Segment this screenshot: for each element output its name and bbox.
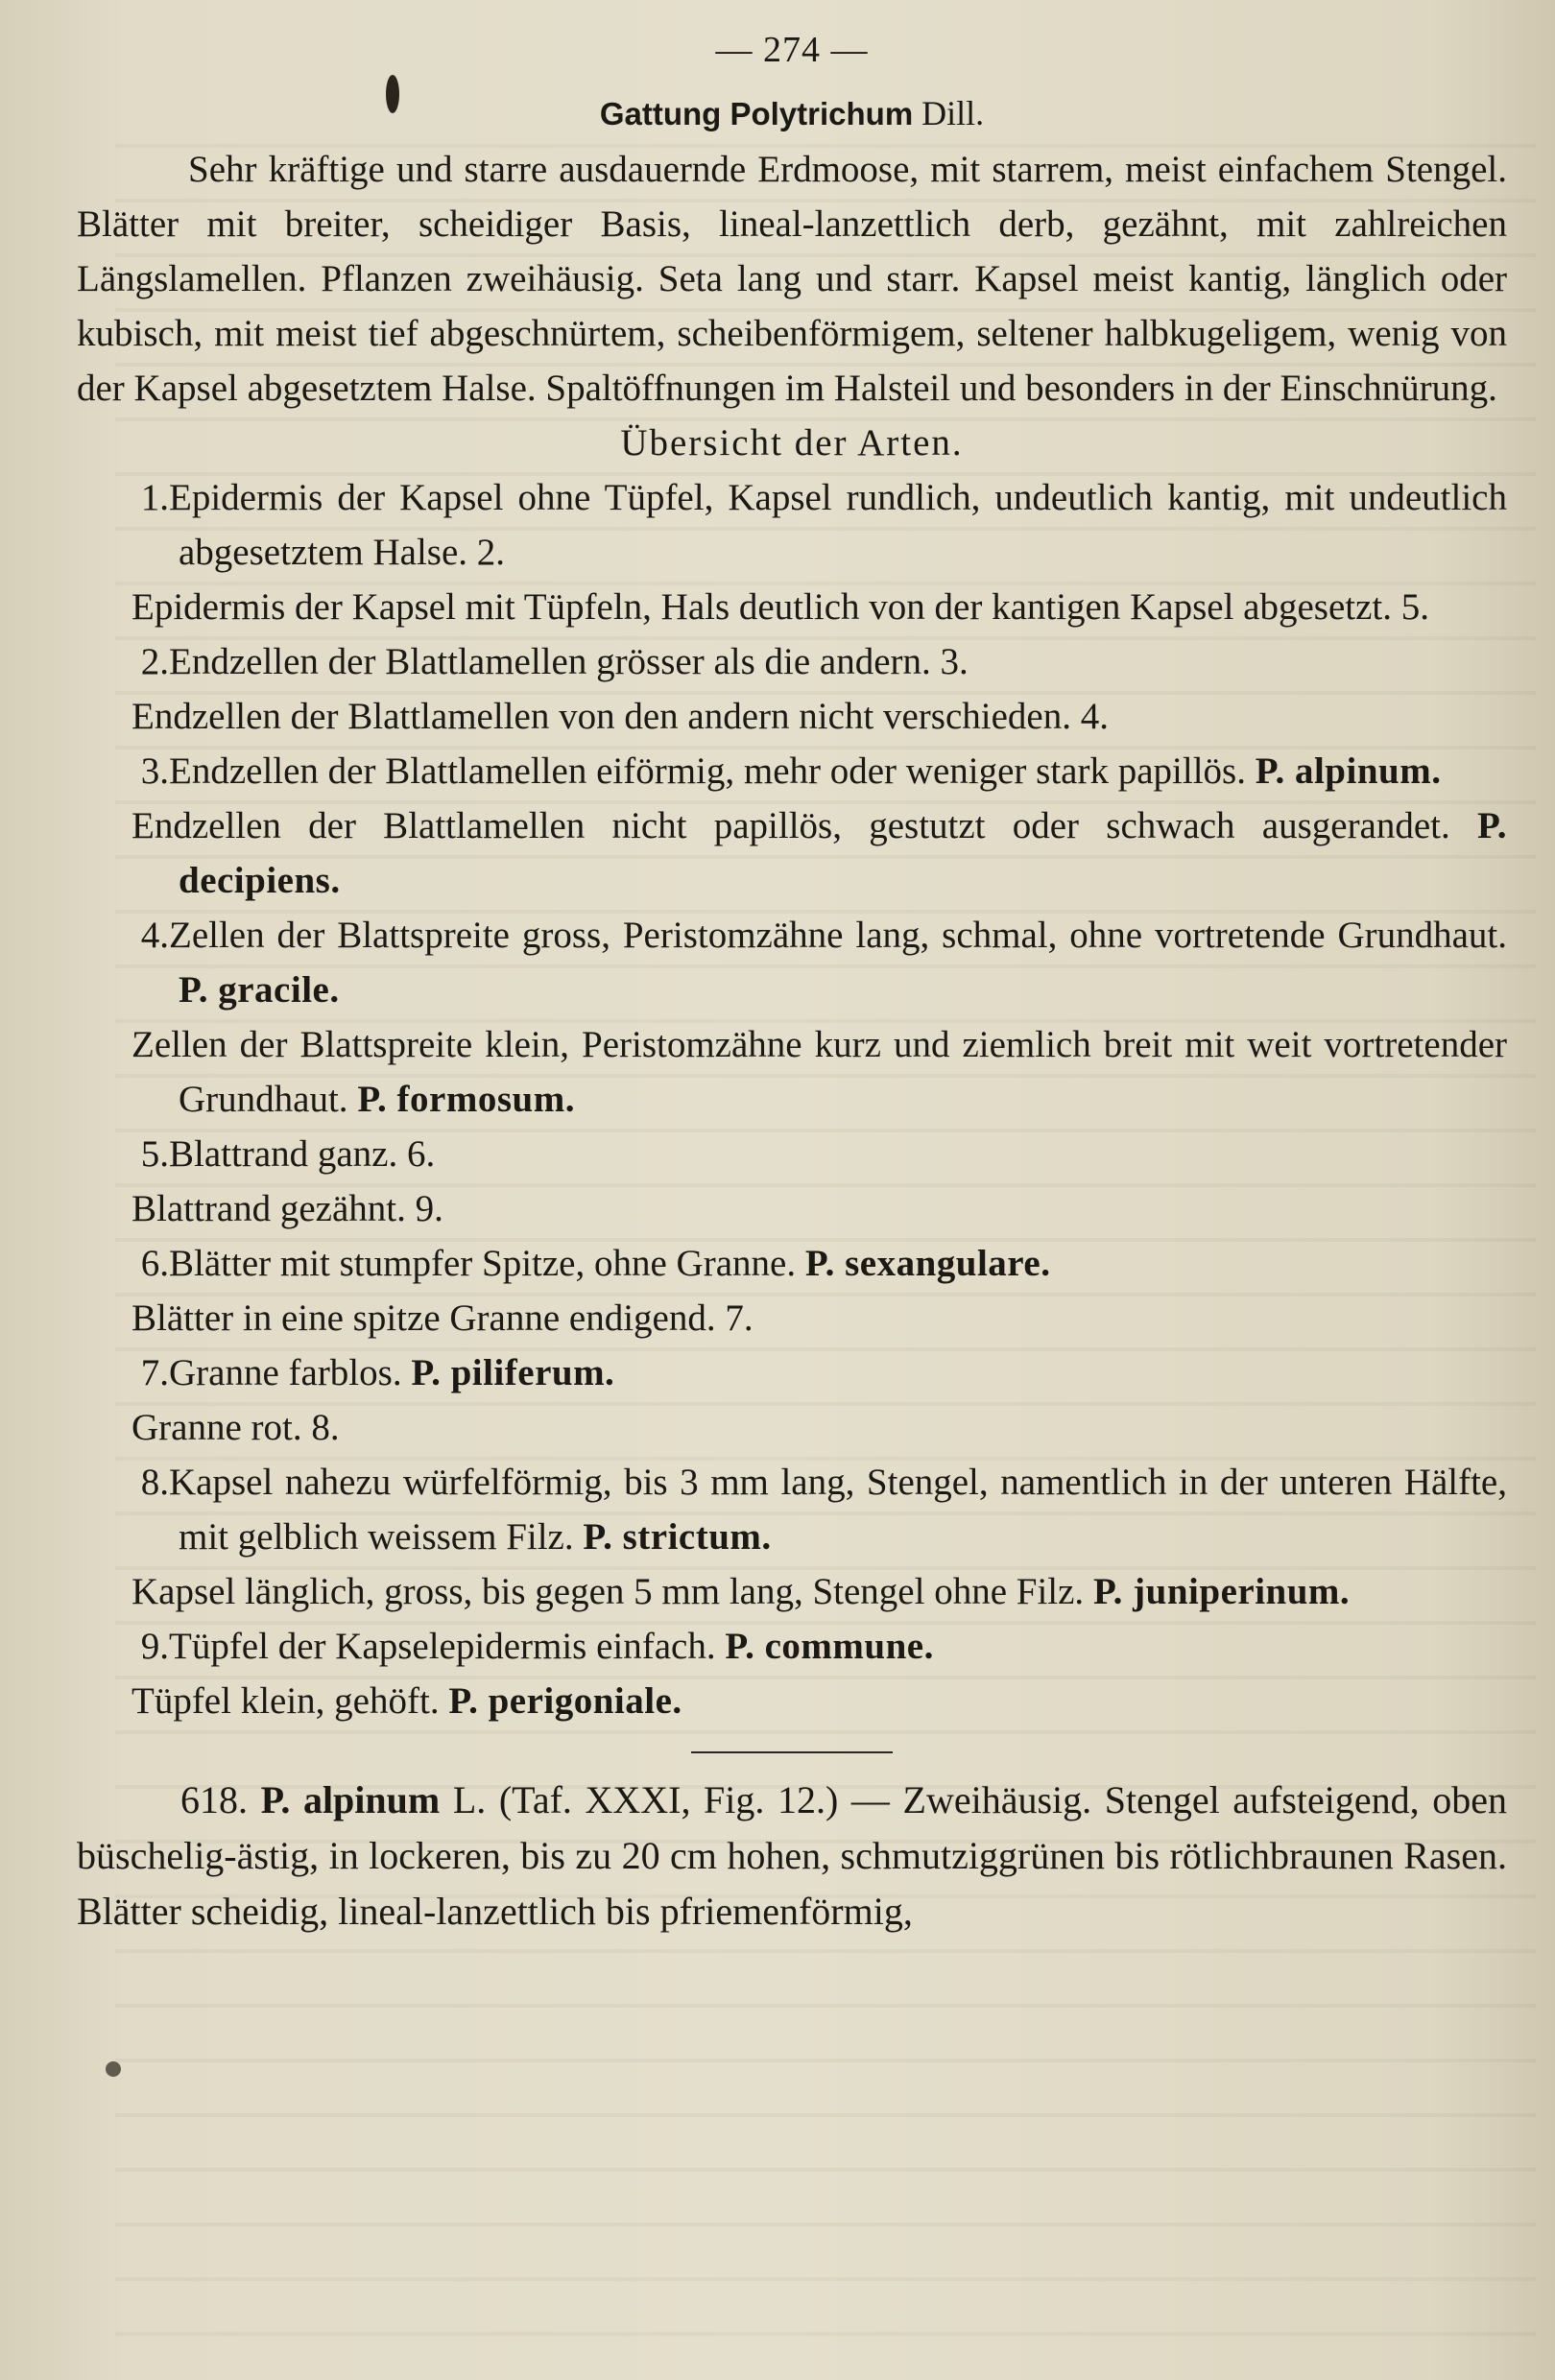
key-text: Granne rot. 8.	[132, 1407, 340, 1448]
species-author: L.	[452, 1778, 487, 1821]
key-number: 5.	[140, 1133, 169, 1175]
key-text: Endzellen der Blattlamellen von den andern nicht verschieden. 4.	[132, 696, 1109, 737]
key-number: 6.	[140, 1243, 169, 1284]
key-text: Zellen der Blattspreite klein, Peristomzähne kurz und ziemlich breit mit weit vortretender Grundhaut.	[132, 1024, 1507, 1120]
key-species-name: P. alpinum.	[1255, 750, 1442, 792]
key-entry	[77, 634, 1507, 689]
genus-heading	[77, 86, 1507, 142]
section-rule	[691, 1751, 893, 1753]
key-text: Epidermis der Kapsel mit Tüpfeln, Hals deutlich von der kantigen Kapsel abgesetzt. 5.	[132, 586, 1429, 628]
key-text: Granne farblos.	[169, 1352, 402, 1393]
key-entry	[77, 1181, 1507, 1236]
key-text: Blattrand gezähnt. 9.	[132, 1188, 443, 1229]
key-entry	[77, 1400, 1507, 1455]
key-entry	[77, 744, 1507, 798]
key-entry	[77, 1236, 1507, 1291]
species-name: P. alpinum	[260, 1778, 441, 1821]
key-text: Blätter in eine spitze Granne endigend. 7.	[132, 1297, 754, 1339]
key-text: Epidermis der Kapsel ohne Tüpfel, Kapsel rundlich, undeutlich kantig, mit undeutlich abgesetztem Halse. 2.	[169, 477, 1507, 573]
key-entry	[77, 1619, 1507, 1674]
genus-description: Sehr kräftige und starre ausdauernde Erdmoose, mit starrem, meist einfachem Stengel. Blätter mit breiter, scheidiger Basis, lineal-lanzettlich derb, gezähnt, mit zahlreichen Längslamellen. Pflanzen zweihäusig. Seta lang und starr. Kapsel meist kantig, länglich oder kubisch, mit meist tief abgeschnürtem, scheibenförmigem, seltener halbkugeligem, wenig von der Kapsel abgesetztem Halse. Spaltöffnungen im Halsteil und besonders in der Einschnürung.	[77, 149, 1507, 409]
key-text: Tüpfel klein, gehöft.	[132, 1680, 440, 1722]
key-entry	[77, 1564, 1507, 1619]
key-species-name: P. perigoniale.	[448, 1680, 682, 1722]
key-entry	[77, 1345, 1507, 1400]
key-number: 1.	[140, 477, 169, 518]
key-species-name: P. piliferum.	[411, 1352, 615, 1393]
key-species-name: P. commune.	[725, 1626, 934, 1667]
key-species-name: P. juniperinum.	[1092, 1571, 1351, 1612]
key-entry	[77, 1291, 1507, 1345]
ink-smudge	[106, 2061, 121, 2077]
genus-name: Gattung Polytrichum	[599, 96, 914, 131]
key-species-name: P. decipiens.	[179, 805, 1507, 901]
key-species-name: P. gracile.	[179, 969, 340, 1011]
key-text: Blätter mit stumpfer Spitze, ohne Granne.	[169, 1243, 797, 1284]
key-text: Tüpfel der Kapselepidermis einfach.	[169, 1626, 716, 1667]
key-text: Endzellen der Blattlamellen grösser als die andern. 3.	[169, 641, 969, 682]
key-entry	[77, 689, 1507, 744]
key-entry	[77, 1455, 1507, 1564]
key-entry	[77, 1127, 1507, 1181]
key-entry	[77, 580, 1507, 634]
key-entry	[77, 1017, 1507, 1127]
key-text: Kapsel länglich, gross, bis gegen 5 mm lang, Stengel ohne Filz.	[132, 1571, 1085, 1612]
key-text: Endzellen der Blattlamellen nicht papillös, gestutzt oder schwach ausgerandet.	[132, 805, 1450, 846]
species-text: (Taf. XXXI, Fig. 12.) — Zweihäusig. Stengel aufsteigend, oben büschelig-ästig, in lockeren, bis zu 20 cm hohen, schmutziggrünen bis rötlichbraunen Rasen. Blätter scheidig, lineal-lanzettlich bis pfriemenförmig,	[77, 1778, 1508, 1933]
key-number: 7.	[140, 1352, 169, 1393]
key-text: Blattrand ganz. 6.	[169, 1133, 436, 1175]
key-entry	[77, 470, 1507, 580]
species-number: 618.	[180, 1778, 248, 1821]
key-number: 8.	[140, 1462, 169, 1503]
key-text: Endzellen der Blattlamellen eiförmig, mehr oder weniger stark papillös.	[169, 750, 1246, 792]
page-number: — 274 —	[715, 30, 869, 70]
key-species-name: P. formosum.	[357, 1079, 575, 1120]
key-species-name: P. sexangulare.	[804, 1243, 1051, 1284]
page-content	[77, 23, 1507, 1940]
key-entry	[77, 1674, 1507, 1728]
key-number: 9.	[140, 1626, 169, 1667]
key-text: Zellen der Blattspreite gross, Peristomzähne lang, schmal, ohne vortretende Grundhaut.	[169, 915, 1507, 956]
overview-title: Übersicht der Arten.	[620, 422, 964, 464]
key-entry	[77, 798, 1507, 908]
key-number: 2.	[140, 641, 169, 682]
species-description	[77, 1773, 1507, 1940]
key-number: 4.	[140, 915, 169, 956]
key-species-name: P. strictum.	[583, 1516, 772, 1558]
key-entry	[77, 908, 1507, 1017]
genus-author: Dill.	[921, 94, 985, 132]
species-key	[77, 470, 1507, 1728]
key-number: 3.	[140, 750, 169, 792]
key-text: Kapsel nahezu würfelförmig, bis 3 mm lang, Stengel, namentlich in der unteren Hälfte, mit gelblich weissem Filz.	[169, 1462, 1507, 1558]
